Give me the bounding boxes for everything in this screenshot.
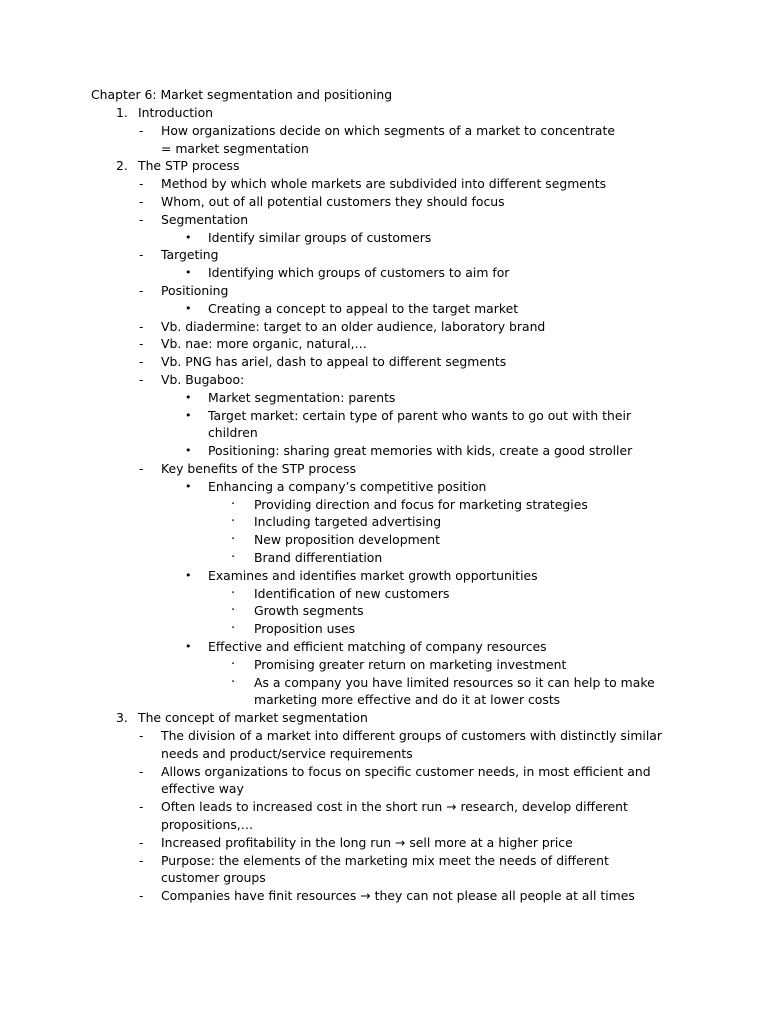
outline-line: [0, 157, 768, 175]
outline-line: [0, 104, 768, 122]
list-marker: -: [139, 461, 144, 476]
outline-line: [0, 140, 768, 158]
list-marker: •: [185, 479, 192, 493]
list-marker: -: [139, 372, 144, 387]
list-marker: -: [139, 763, 144, 779]
list-marker: -: [139, 211, 144, 227]
outline-text: Growth segments: [254, 603, 364, 619]
outline-text: propositions,…: [161, 817, 254, 832]
outline-line: [0, 727, 768, 745]
outline-line: [0, 264, 768, 282]
outline-line: [0, 602, 768, 620]
list-marker: 3.: [116, 710, 128, 726]
outline-text: The division of a market into different groups of customers with distinctly similar: [161, 728, 662, 743]
outline-line: [0, 567, 768, 585]
outline-text: Positioning: [161, 283, 229, 298]
outline-text: Proposition uses: [254, 621, 356, 637]
outline-line: [0, 300, 768, 318]
outline-line: [0, 371, 768, 389]
title-text: Chapter 6: Market segmentation and positioning: [91, 87, 393, 102]
outline-text: Vb. nae: more organic, natural,…: [161, 336, 367, 352]
outline-line: [0, 763, 768, 781]
outline-text: Promising greater return on marketing investment: [254, 656, 567, 672]
outline-text: customer groups: [161, 870, 266, 886]
list-marker: •: [185, 390, 192, 404]
list-marker: -: [139, 852, 144, 868]
list-marker: -: [139, 888, 144, 904]
outline-text: Whom, out of all potential customers they should focus: [161, 194, 505, 209]
outline-line: [0, 407, 768, 425]
outline-text: Including targeted advertising: [254, 514, 442, 530]
outline-line: [0, 478, 768, 496]
list-marker: 1.: [116, 105, 128, 120]
page-title: [0, 86, 768, 104]
outline-text: Positioning: sharing great memories with kids, create a good stroller: [208, 443, 633, 459]
list-marker: -: [139, 122, 144, 138]
outline-line: [0, 531, 768, 549]
list-marker: ·: [231, 656, 236, 672]
outline-text: Examines and identifies market growth opportunities: [208, 567, 538, 583]
outline-text: Brand differentiation: [254, 550, 383, 565]
outline-line: [0, 122, 768, 140]
outline-line: [0, 834, 768, 852]
list-marker: -: [139, 176, 144, 192]
list-marker: -: [139, 194, 144, 209]
outline-text: Often leads to increased cost in the short run → research, develop different: [161, 799, 628, 815]
outline-text: Creating a concept to appeal to the target market: [208, 300, 519, 316]
list-marker: •: [185, 568, 192, 582]
outline-line: [0, 585, 768, 603]
outline-text: Purpose: the elements of the marketing mix meet the needs of different: [161, 852, 609, 868]
list-marker: ·: [231, 496, 236, 512]
list-marker: -: [139, 799, 144, 815]
outline-line: [0, 211, 768, 229]
outline-text: Target market: certain type of parent who wants to go out with their: [208, 407, 632, 423]
outline-text: Introduction: [138, 105, 214, 120]
outline-line: [0, 246, 768, 264]
outline-text: How organizations decide on which segments of a market to concentrate: [161, 122, 615, 138]
outline-text: = market segmentation: [161, 140, 309, 156]
outline-text: Vb. Bugaboo:: [161, 372, 245, 387]
outline-text: The concept of market segmentation: [138, 710, 368, 726]
list-marker: ·: [231, 514, 236, 530]
outline-text: Market segmentation: parents: [208, 389, 396, 405]
outline-line: [0, 335, 768, 353]
outline-text: Allows organizations to focus on specific customer needs, in most efficient and: [161, 763, 651, 779]
list-marker: ·: [231, 603, 236, 619]
outline-text: Effective and efficient matching of company resources: [208, 639, 547, 654]
outline-line: [0, 175, 768, 193]
outline-line: [0, 549, 768, 567]
outline-line: [0, 852, 768, 870]
outline-line: [0, 869, 768, 887]
outline-text: Identification of new customers: [254, 585, 450, 601]
list-marker: ·: [231, 550, 236, 565]
list-marker: -: [139, 247, 144, 263]
outline-line: [0, 496, 768, 514]
outline-line: [0, 460, 768, 478]
outline-text: Identify similar groups of customers: [208, 229, 432, 245]
outline-line: [0, 745, 768, 763]
outline-text: The STP process: [138, 158, 240, 174]
outline-text: Key benefits of the STP process: [161, 461, 357, 476]
outline-line: [0, 656, 768, 674]
list-marker: -: [139, 834, 144, 850]
outline-line: [0, 798, 768, 816]
outline-text: Providing direction and focus for marketing strategies: [254, 496, 588, 512]
outline-line: [0, 424, 768, 442]
outline-text: Vb. diadermine: target to an older audience, laboratory brand: [161, 318, 546, 334]
list-marker: ·: [231, 532, 236, 548]
list-marker: •: [185, 230, 192, 244]
outline-line: [0, 691, 768, 709]
list-marker: ·: [231, 621, 236, 637]
list-marker: •: [185, 408, 192, 422]
outline-text: needs and product/service requirements: [161, 745, 413, 761]
outline-line: [0, 229, 768, 247]
list-marker: -: [139, 283, 144, 298]
outline-text: New proposition development: [254, 532, 440, 548]
outline-line: [0, 353, 768, 371]
outline-text: Segmentation: [161, 211, 249, 227]
outline-text: Companies have finit resources → they can not please all people at all times: [161, 888, 635, 904]
outline-line: [0, 318, 768, 336]
outline-line: [0, 816, 768, 834]
outline-line: [0, 638, 768, 656]
outline-text: Increased profitability in the long run → sell more at a higher price: [161, 834, 573, 850]
list-marker: ·: [231, 585, 236, 601]
outline-text: children: [208, 425, 258, 441]
list-marker: •: [185, 444, 192, 458]
list-marker: •: [185, 266, 192, 280]
outline-line: [0, 780, 768, 798]
list-marker: -: [139, 728, 144, 743]
outline-text: marketing more effective and do it at lower costs: [254, 692, 561, 708]
outline-line: [0, 389, 768, 407]
outline-line: [0, 513, 768, 531]
outline-text: Enhancing a company’s competitive position: [208, 478, 487, 494]
list-marker: -: [139, 336, 144, 352]
outline-line: [0, 887, 768, 905]
list-marker: •: [185, 301, 192, 315]
outline-text: As a company you have limited resources so it can help to make: [254, 674, 655, 690]
list-marker: •: [185, 640, 192, 653]
list-marker: -: [139, 354, 144, 370]
outline-line: [0, 193, 768, 211]
list-marker: 2.: [116, 158, 128, 174]
outline-line: [0, 282, 768, 300]
outline-text: Method by which whole markets are subdivided into different segments: [161, 176, 607, 192]
outline-line: [0, 620, 768, 638]
outline-line: [0, 674, 768, 692]
outline-text: effective way: [161, 781, 244, 797]
outline-text: Vb. PNG has ariel, dash to appeal to different segments: [161, 354, 507, 370]
list-marker: ·: [231, 674, 236, 690]
outline-text: Targeting: [161, 247, 219, 263]
outline-text: Identifying which groups of customers to aim for: [208, 265, 510, 281]
outline-line: [0, 442, 768, 460]
list-marker: -: [139, 318, 144, 334]
outline-line: [0, 709, 768, 727]
